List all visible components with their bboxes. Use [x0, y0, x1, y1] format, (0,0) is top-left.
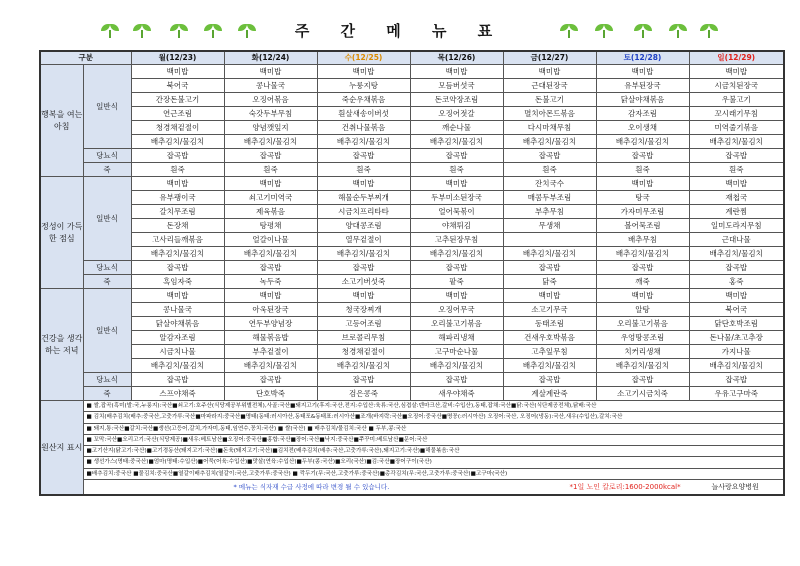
menu-item: 재첩국 — [689, 191, 784, 205]
menu-item: 백미밥 — [317, 177, 410, 191]
menu-item: 북어국 — [689, 303, 784, 317]
menu-item: 잡곡밥 — [317, 261, 410, 275]
menu-item: 오징어무국 — [410, 303, 503, 317]
menu-item: 잡곡밥 — [689, 373, 784, 387]
sprout-icon — [700, 24, 718, 38]
hospital-name: 늘사랑요양병원 — [711, 483, 759, 492]
menu-item: 계란찜 — [689, 205, 784, 219]
menu-item: 백미밥 — [596, 65, 689, 79]
menu-item: 깨순나물 — [410, 121, 503, 135]
menu-item: 잡곡밥 — [131, 261, 224, 275]
menu-item: 배추김치/물김치 — [410, 359, 503, 373]
menu-item: 우엉땅콩조림 — [596, 331, 689, 345]
menu-item: 백미밥 — [689, 177, 784, 191]
note-menu-change: * 메뉴는 식자재 수급 사정에 따라 변경 될 수 있습니다. — [233, 483, 390, 492]
breakfast-porridge-row — [40, 163, 784, 177]
dinner-porridge-label: 죽 — [83, 387, 131, 401]
menu-item: 깨죽 — [596, 275, 689, 289]
lunch-diabetic-label: 당뇨식 — [83, 261, 131, 275]
lunch-diabetic-row — [40, 261, 784, 275]
dinner-row — [40, 289, 784, 303]
menu-item: 가자미무조림 — [596, 205, 689, 219]
menu-item: 양대콩조림 — [317, 219, 410, 233]
menu-item: 흰죽 — [689, 163, 784, 177]
menu-item: 두부미소된장국 — [410, 191, 503, 205]
menu-item: 우유고구마죽 — [689, 387, 784, 401]
page-title: 주 간 메 뉴 표 — [294, 22, 506, 40]
origin-row — [40, 423, 784, 434]
menu-item: 콩나물국 — [131, 303, 224, 317]
menu-item: 동태조림 — [503, 317, 596, 331]
menu-item: 배추김치/물김치 — [596, 359, 689, 373]
menu-item: 숙갓두부무침 — [224, 107, 317, 121]
menu-item: 닭단호박조림 — [689, 317, 784, 331]
menu-item: 배추김치/물김치 — [317, 359, 410, 373]
lunch-label: 정성이 가득한 점심 — [40, 177, 83, 289]
dinner-row — [40, 359, 784, 373]
lunch-porridge-row — [40, 275, 784, 289]
menu-item: 연두부양념장 — [224, 317, 317, 331]
menu-item: 열무겉절이 — [317, 233, 410, 247]
menu-item: 배추김치/물김치 — [317, 135, 410, 149]
lunch-row — [40, 233, 784, 247]
menu-item: 연근조림 — [131, 107, 224, 121]
menu-item: 오리불고기볶음 — [410, 317, 503, 331]
menu-item: 부추겉절이 — [224, 345, 317, 359]
menu-item: 배추김치/물김치 — [410, 135, 503, 149]
menu-item: 잡곡밥 — [689, 261, 784, 275]
menu-item: 백미밥 — [224, 177, 317, 191]
dinner-diabetic-label: 당뇨식 — [83, 373, 131, 387]
day-header: 화(12/24) — [224, 51, 317, 65]
menu-item: 배추김치/물김치 — [503, 247, 596, 261]
menu-item: 청국장찌개 — [317, 303, 410, 317]
menu-item: 배추김치/물김치 — [224, 359, 317, 373]
breakfast-row — [40, 107, 784, 121]
menu-item: 백미밥 — [224, 289, 317, 303]
menu-item: 닭살야채볶음 — [131, 317, 224, 331]
menu-item: 백미밥 — [596, 177, 689, 191]
menu-item: 배추김치/물김치 — [224, 135, 317, 149]
menu-item: 흰죽 — [503, 163, 596, 177]
lunch-row — [40, 205, 784, 219]
menu-item: 알탕 — [596, 303, 689, 317]
menu-item: 탕평채 — [224, 219, 317, 233]
menu-item: 얼갈이나물 — [224, 233, 317, 247]
menu-item: 누룽지탕 — [317, 79, 410, 93]
dinner-diabetic-row — [40, 373, 784, 387]
menu-item: 유부팽이국 — [131, 191, 224, 205]
menu-item: 오이생채 — [596, 121, 689, 135]
menu-item: 갈치무조림 — [131, 205, 224, 219]
menu-item: 모듬버섯국 — [410, 79, 503, 93]
menu-item: 청경채겉절이 — [317, 345, 410, 359]
menu-item: 고사리들깨볶음 — [131, 233, 224, 247]
menu-item: 백미밥 — [131, 289, 224, 303]
menu-item: 돈코약장조림 — [410, 93, 503, 107]
origin-row — [40, 401, 784, 412]
menu-item — [503, 233, 596, 247]
lunch-row — [40, 247, 784, 261]
menu-item: 꼬시래기무침 — [689, 107, 784, 121]
menu-item: 잡곡밥 — [410, 373, 503, 387]
menu-item: 백미밥 — [503, 289, 596, 303]
menu-item: 근대나물 — [689, 233, 784, 247]
menu-item: 배추김치/물김치 — [689, 247, 784, 261]
menu-item: 우불고기 — [689, 93, 784, 107]
menu-item: 잔치국수 — [503, 177, 596, 191]
menu-item: 콩나물국 — [224, 79, 317, 93]
menu-item: 잡곡밥 — [596, 261, 689, 275]
breakfast-diabetic-label: 당뇨식 — [83, 149, 131, 163]
menu-item: 잡곡밥 — [131, 149, 224, 163]
menu-item: 흰죽 — [317, 163, 410, 177]
menu-item: 잡곡밥 — [596, 373, 689, 387]
menu-item: 잡곡밥 — [410, 149, 503, 163]
menu-item: 북어국 — [131, 79, 224, 93]
menu-item: 소고기무국 — [503, 303, 596, 317]
breakfast-row — [40, 65, 784, 79]
menu-item: 얼어묵볶이 — [410, 205, 503, 219]
menu-item: 백미밥 — [317, 289, 410, 303]
menu-item: 해파리냉채 — [410, 331, 503, 345]
menu-item: 백미밥 — [503, 65, 596, 79]
menu-item: 간장돈불고기 — [131, 93, 224, 107]
menu-item: 죽순우채볶음 — [317, 93, 410, 107]
sprout-icon — [669, 24, 687, 38]
menu-item: 돈나물/초고추장 — [689, 331, 784, 345]
menu-item: 해물볶음밥 — [224, 331, 317, 345]
menu-item: 배추김치/물김치 — [503, 135, 596, 149]
menu-item: 닭죽 — [503, 275, 596, 289]
menu-item: 홍죽 — [689, 275, 784, 289]
lunch-porridge-label: 죽 — [83, 275, 131, 289]
menu-item: 백미밥 — [689, 289, 784, 303]
menu-item: 오징어젓갈 — [410, 107, 503, 121]
menu-item: 흑임자죽 — [131, 275, 224, 289]
menu-item: 오리불고기볶음 — [596, 317, 689, 331]
menu-item: 아욱된장국 — [224, 303, 317, 317]
menu-item: 백미밥 — [410, 289, 503, 303]
menu-item: 배추김치/물김치 — [596, 135, 689, 149]
menu-item: 배추김치/물김치 — [317, 247, 410, 261]
menu-item: 새우야채죽 — [410, 387, 503, 401]
menu-item: 백미밥 — [317, 65, 410, 79]
sprout-icon — [595, 24, 613, 38]
menu-item: 배추김치/물김치 — [689, 135, 784, 149]
menu-item: 시금치된장국 — [689, 79, 784, 93]
sprout-icon — [634, 24, 652, 38]
origin-row — [40, 412, 784, 423]
dinner-row — [40, 303, 784, 317]
breakfast-row — [40, 121, 784, 135]
menu-item: 흰죽 — [596, 163, 689, 177]
origin-row — [40, 468, 784, 479]
menu-item: 근대된장국 — [503, 79, 596, 93]
dinner-porridge-row — [40, 387, 784, 401]
lunch-type-general: 일반식 — [83, 177, 131, 261]
menu-item: 스프야채죽 — [131, 387, 224, 401]
menu-item: 탕국 — [596, 191, 689, 205]
menu-item: 백미밥 — [131, 65, 224, 79]
day-header-row — [40, 51, 784, 65]
menu-item: 소고기버섯죽 — [317, 275, 410, 289]
menu-item: 야채튀김 — [410, 219, 503, 233]
breakfast-porridge-label: 죽 — [83, 163, 131, 177]
day-header: 금(12/27) — [503, 51, 596, 65]
menu-item: 고등어조림 — [317, 317, 410, 331]
breakfast-type-general: 일반식 — [83, 65, 131, 149]
menu-item: 치커리생채 — [596, 345, 689, 359]
dinner-row — [40, 317, 784, 331]
menu-item: 돈불고기 — [503, 93, 596, 107]
menu-item: 잡곡밥 — [503, 149, 596, 163]
menu-item: 해물순두부찌개 — [317, 191, 410, 205]
dinner-type-general: 일반식 — [83, 289, 131, 373]
menu-item: 브로콜리무침 — [317, 331, 410, 345]
menu-item: 백미밥 — [410, 65, 503, 79]
day-header: 토(12/28) — [596, 51, 689, 65]
menu-item: 건취나물볶음 — [317, 121, 410, 135]
menu-item: 배추김치/물김치 — [503, 359, 596, 373]
menu-item: 잡곡밥 — [689, 149, 784, 163]
origin-row — [40, 434, 784, 445]
menu-item: 미역줄기볶음 — [689, 121, 784, 135]
day-header: 목(12/26) — [410, 51, 503, 65]
menu-item: 흰죽 — [224, 163, 317, 177]
origin-line: ■배추김치:중국산 ■물김치:중국산■열갈이배추김치(열갈이:국산,고춧가루:중국산) ■ 깍두기(무:국산,고춧가루:중국산)■총각김치(무:국산,고춧가루:중국산)■고구마(국산) — [83, 468, 784, 479]
menu-item: 가지나물 — [689, 345, 784, 359]
dinner-label: 건강을 생각하는 저녁 — [40, 289, 83, 401]
menu-item: 백미밥 — [596, 289, 689, 303]
menu-item: 백미밥 — [689, 65, 784, 79]
menu-item: 유부된장국 — [596, 79, 689, 93]
menu-item: 시금치나물 — [131, 345, 224, 359]
menu-item: 백미밥 — [131, 177, 224, 191]
menu-item: 제육볶음 — [224, 205, 317, 219]
breakfast-diabetic-row — [40, 149, 784, 163]
menu-item: 잡곡밥 — [224, 149, 317, 163]
menu-item: 녹두죽 — [224, 275, 317, 289]
menu-item: 계살계란죽 — [503, 387, 596, 401]
menu-item: 배추무침 — [596, 233, 689, 247]
origin-line: ■ 돼지,통:국산■갈치:국산■생선(고등어,갈치,가자미,동태,임연수,꽁치:국산) ■ 쌀(국산) ■ 배추김치/물김치:국산 ■ 두부,콩:국산 — [83, 423, 784, 434]
menu-item: 배추김치/물김치 — [224, 247, 317, 261]
lunch-row — [40, 191, 784, 205]
menu-item: 검은콩죽 — [317, 387, 410, 401]
menu-item: 일미도라지무침 — [689, 219, 784, 233]
origin-line: ■ 김치(배추김치(배추:중국산,고춧가루:국산■마파라지:중국산■명태(동태:러시아산,동태포&동태표:러시아산■조개(바지락:국산■오징어:중국산■명꽁(:러시아산) 오징어:국산, 오징어(냉동):국산,새우(수입산),갈치:국산 — [83, 412, 784, 423]
menu-item: 잡곡밥 — [410, 261, 503, 275]
menu-item: 배추김치/물김치 — [596, 247, 689, 261]
menu-item: 잡곡밥 — [131, 373, 224, 387]
menu-item: 배추김치/물김치 — [131, 359, 224, 373]
menu-item: 부추무침 — [503, 205, 596, 219]
weekly-menu-table — [39, 50, 785, 496]
origin-line: ■ 꼬막:국산■오리고기:국산(식당제공)■새우:베트남산■오징어:중국산■홍합:국산■장어:국산■낙지:중국산■쭈꾸미:베트남산■문어:국산 — [83, 434, 784, 445]
menu-item: 배추김치/물김치 — [689, 359, 784, 373]
sprout-icon — [560, 24, 578, 38]
menu-item: 멸치아몬드볶음 — [503, 107, 596, 121]
menu-item: 쇠고기미역국 — [224, 191, 317, 205]
origin-row — [40, 457, 784, 468]
menu-item: 건새우호박볶음 — [503, 331, 596, 345]
breakfast-row — [40, 135, 784, 149]
menu-item: 잡곡밥 — [317, 373, 410, 387]
origin-line: ■고기산지(닭고기:국산)■고기경동산(돼지고기:국산)■돈육(돼지고기:국산)■김치전(배추김치(배추:국산,고춧가루:국산),돼지고기:국산)■해물볶음:국산 — [83, 446, 784, 457]
lunch-row — [40, 177, 784, 191]
page-header — [0, 0, 800, 46]
origin-line: ■ 쌀,잡곡(흑미(발:국,누룽지):국산■쇠고기:호주산(식당제공부위별전체),사골:국산■돼지고기(후지:국산,전지:수입산:육류:국산,심겹살:덴마크산,갈비:수입산),동태,잡채:국산■닭:국산(식단제공전체),닭배:국산 — [83, 401, 784, 412]
menu-item: 잡곡밥 — [503, 261, 596, 275]
menu-item: 잡곡밥 — [596, 149, 689, 163]
menu-item: 흰살새송이버섯 — [317, 107, 410, 121]
category-header: 구분 — [40, 51, 131, 65]
origin-label: 원산지 표시 — [40, 401, 83, 496]
dinner-row — [40, 331, 784, 345]
breakfast-label: 행복을 여는 아침 — [40, 65, 83, 177]
origin-line: ■ 생선가스(명태:중국산)■엄마(명태:수입산)■어묵(어육:수입산)■맛살(연육:수입산)■두부(콩:국산)■오리(국산)■김:국산■장어구이(국산) — [83, 457, 784, 468]
menu-item: 배추김치/물김치 — [131, 135, 224, 149]
menu-item: 흰죽 — [410, 163, 503, 177]
menu-item: 배추김치/물김치 — [131, 247, 224, 261]
menu-item: 잡곡밥 — [224, 261, 317, 275]
menu-item: 닭살야채볶음 — [596, 93, 689, 107]
menu-item: 백미밥 — [224, 65, 317, 79]
breakfast-row — [40, 79, 784, 93]
lunch-row — [40, 219, 784, 233]
menu-item: 고추된장무침 — [410, 233, 503, 247]
menu-item: 무생채 — [503, 219, 596, 233]
breakfast-row — [40, 93, 784, 107]
menu-item: 소고기시금치죽 — [596, 387, 689, 401]
menu-item: 오징어볶음 — [224, 93, 317, 107]
menu-item: 흰죽 — [131, 163, 224, 177]
day-header: 수(12/25) — [317, 51, 410, 65]
menu-item: 돈장채 — [131, 219, 224, 233]
day-header: 월(12/23) — [131, 51, 224, 65]
menu-item: 팥죽 — [410, 275, 503, 289]
day-header: 일(12/29) — [689, 51, 784, 65]
menu-item: 배추김치/물김치 — [410, 247, 503, 261]
menu-item: 고추잎무침 — [503, 345, 596, 359]
menu-item: 잡곡밥 — [224, 373, 317, 387]
menu-item: 시금치프리타타 — [317, 205, 410, 219]
menu-item: 단호박죽 — [224, 387, 317, 401]
menu-item: 다시마채무침 — [503, 121, 596, 135]
menu-item: 알감자조림 — [131, 331, 224, 345]
menu-item: 잡곡밥 — [317, 149, 410, 163]
dinner-row — [40, 345, 784, 359]
note-calories: *1일 노인 칼로리:1600-2000kcal* — [569, 483, 681, 492]
menu-item: 고구마순나물 — [410, 345, 503, 359]
menu-item: 청경채겉절이 — [131, 121, 224, 135]
menu-item: 감자조림 — [596, 107, 689, 121]
menu-item: 매콤두부조림 — [503, 191, 596, 205]
menu-item: 볼어묵조림 — [596, 219, 689, 233]
menu-item: 잡곡밥 — [503, 373, 596, 387]
menu-item: 양념깻잎지 — [224, 121, 317, 135]
note-row — [40, 480, 784, 496]
origin-row — [40, 446, 784, 457]
menu-item: 백미밥 — [410, 177, 503, 191]
